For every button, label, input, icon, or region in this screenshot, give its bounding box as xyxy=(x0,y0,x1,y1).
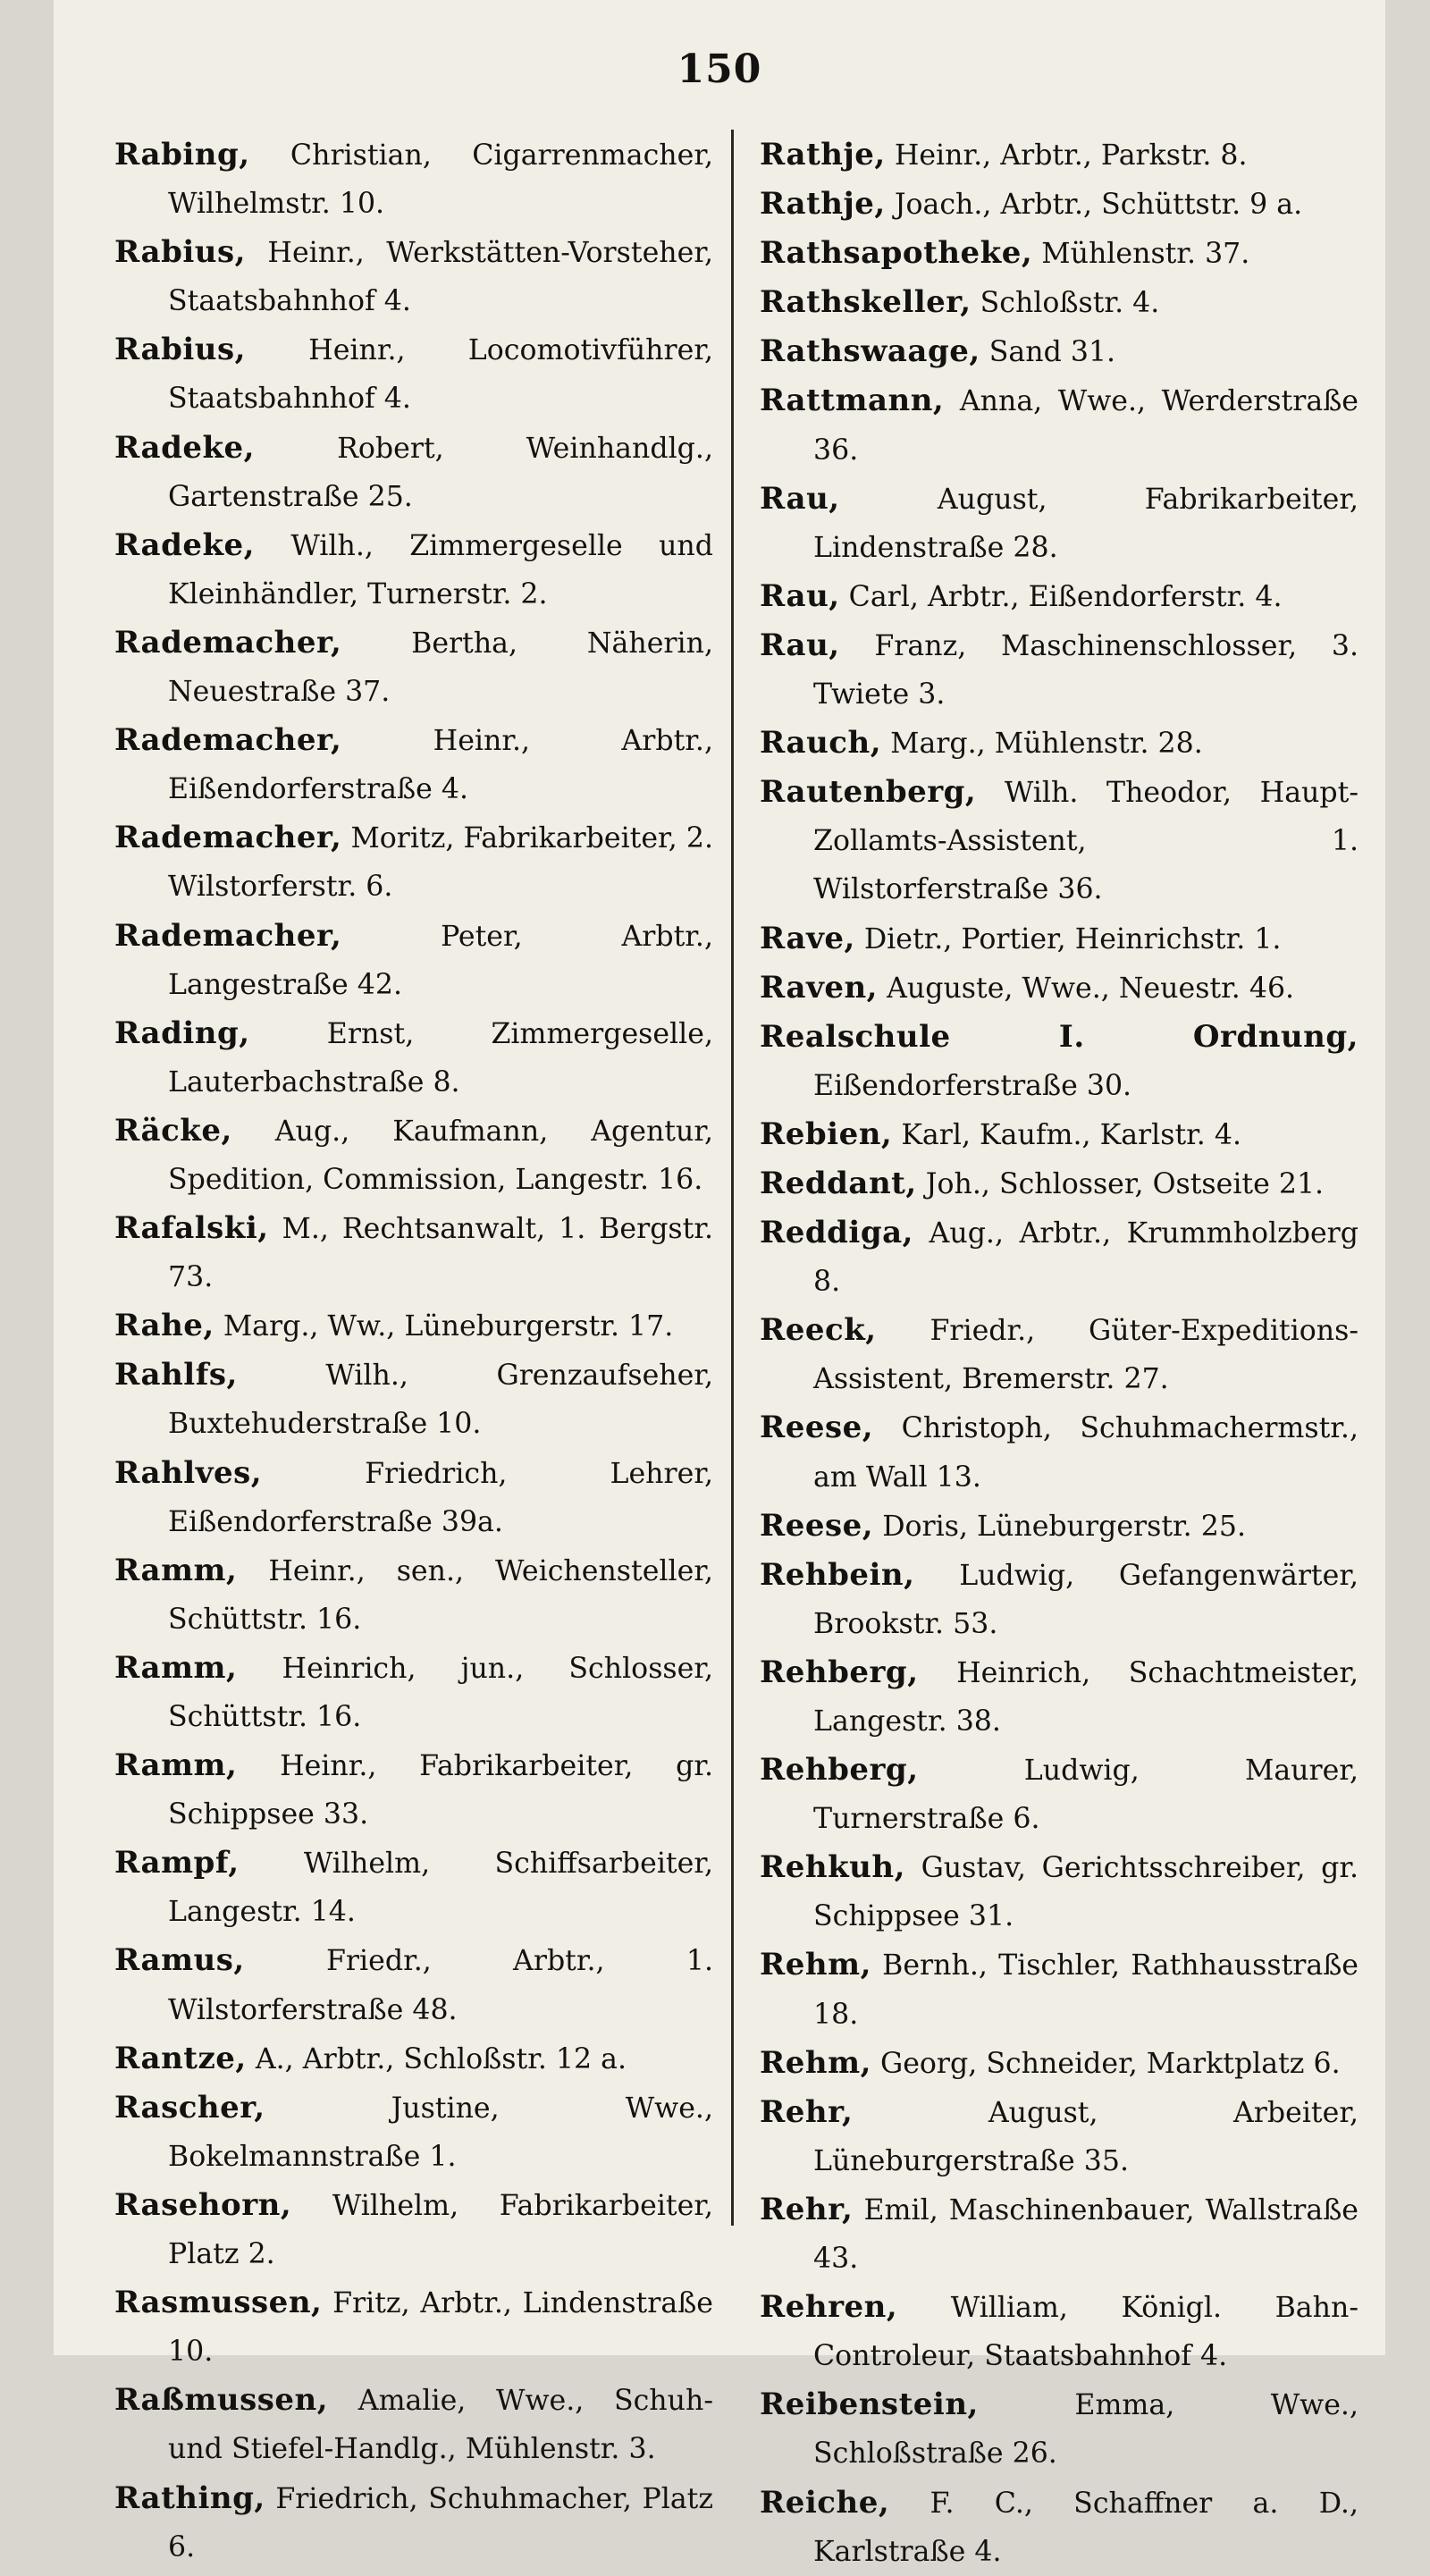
directory-entry xyxy=(760,180,1358,229)
directory-entry xyxy=(760,327,1358,376)
right-column xyxy=(760,130,1358,2576)
column-divider xyxy=(731,130,734,2226)
entry-details: M., Rechtsanwalt, 1. Bergstr. 73. xyxy=(168,1213,714,1294)
directory-entry xyxy=(760,2380,1358,2478)
entry-name: Rau, xyxy=(760,480,840,517)
entry-details: August, Fabrikarbeiter, Lindenstraße 28. xyxy=(813,483,1358,564)
entry-details: Joh., Schlosser, Ostseite 21. xyxy=(925,1167,1325,1200)
entry-name: Rathsapotheke, xyxy=(760,235,1033,272)
entry-details: Wilh. Theodor, Haupt-Zollamts-Assistent, 1. Wilstorferstraße 36. xyxy=(813,777,1358,906)
entry-name: Rahe, xyxy=(114,1308,214,1344)
entry-name: Rehkuh, xyxy=(760,1849,905,1886)
entry-name: Reese, xyxy=(760,1410,874,1446)
entry-name: Rademacher, xyxy=(114,624,342,661)
directory-entry xyxy=(760,1159,1358,1208)
entry-name: Ramus, xyxy=(114,1942,245,1979)
directory-entry xyxy=(114,619,713,716)
entry-name: Rehberg, xyxy=(760,1654,919,1690)
entry-name: Reibenstein, xyxy=(760,2387,979,2423)
directory-entry xyxy=(114,228,713,325)
entry-details: Dietr., Portier, Heinrichstr. 1. xyxy=(863,922,1282,955)
entry-name: Radeke, xyxy=(114,429,255,466)
entry-name: Radeke, xyxy=(114,526,255,563)
left-column xyxy=(114,130,713,2572)
directory-entry xyxy=(760,1746,1358,1843)
entry-details: Doris, Lüneburgerstr. 25. xyxy=(882,1510,1246,1543)
entry-name: Rehberg, xyxy=(760,1752,919,1789)
directory-entry xyxy=(760,475,1358,572)
directory-entry xyxy=(760,2185,1358,2283)
entry-name: Reeck, xyxy=(760,1312,877,1349)
entry-details: Franz, Maschinenschlosser, 3. Twiete 3. xyxy=(813,629,1359,711)
entry-name: Rantze, xyxy=(114,2040,247,2076)
entry-details: Peter, Arbtr., Langestraße 42. xyxy=(168,920,713,1001)
entry-details: F. C., Schaffner a. D., Karlstraße 4. xyxy=(813,2487,1358,2568)
directory-entry xyxy=(760,914,1358,964)
directory-entry xyxy=(760,621,1358,719)
directory-entry xyxy=(114,1839,713,1936)
entry-name: Rattmann, xyxy=(760,383,945,419)
directory-entry xyxy=(760,1208,1358,1306)
entry-name: Reddant, xyxy=(760,1165,917,1201)
entry-name: Rathswaage, xyxy=(760,333,980,370)
entry-details: Ludwig, Gefangenwärter, Brookstr. 53. xyxy=(813,1559,1358,1640)
entry-details: Mühlenstr. 37. xyxy=(1041,238,1250,271)
directory-entry xyxy=(760,278,1358,327)
entry-name: Rau, xyxy=(760,627,840,663)
entry-details: Emil, Maschinenbauer, Wallstraße 43. xyxy=(813,2193,1359,2276)
entry-name: Rademacher, xyxy=(114,722,342,759)
directory-entry xyxy=(760,1502,1358,1551)
directory-page xyxy=(54,0,1385,2568)
directory-entry xyxy=(114,2474,713,2572)
entry-name: Rascher, xyxy=(114,2089,265,2126)
entry-name: Rafalski, xyxy=(114,1210,269,1247)
directory-entry xyxy=(760,2088,1358,2185)
entry-details: Christian, Cigarrenmacher, Wilhelmstr. 10. xyxy=(168,139,714,221)
entry-details: Wilh., Zimmergeselle und Kleinhändler, Turnerstr. 2. xyxy=(168,529,714,610)
entry-name: Ramm, xyxy=(114,1649,238,1686)
entry-name: Rehr, xyxy=(760,2191,854,2227)
entry-details: Marg., Ww., Lüneburgerstr. 17. xyxy=(223,1310,674,1343)
entry-name: Rahlfs, xyxy=(114,1357,238,1393)
entry-name: Rathje, xyxy=(760,186,886,223)
entry-name: Rathing, xyxy=(114,2479,265,2516)
entry-name: Rehm, xyxy=(760,2044,871,2081)
entry-details: Heinr., Locomotivführer, Staatsbahnhof 4. xyxy=(168,334,713,416)
directory-entry xyxy=(760,376,1358,474)
entry-details: Gustav, Gerichtsschreiber, gr. Schippsee 31. xyxy=(813,1852,1358,1933)
entry-name: Rehbein, xyxy=(760,1556,915,1593)
entry-details: Amalie, Wwe., Schuh- und Stiefel-Handlg., Mühlenstr. 3. xyxy=(168,2385,713,2466)
directory-entry xyxy=(114,1546,713,1644)
directory-entry xyxy=(760,2479,1358,2576)
page-number: 150 xyxy=(677,46,762,92)
entry-details: A., Arbtr., Schloßstr. 12 a. xyxy=(255,2042,627,2075)
entry-name: Ramm, xyxy=(114,1747,238,1784)
entry-name: Rabing, xyxy=(114,137,250,173)
entry-details: Wilhelm, Schiffsarbeiter, Langestr. 14. xyxy=(168,1848,713,1929)
entry-details: Bertha, Näherin, Neuestraße 37. xyxy=(168,627,713,709)
directory-entry xyxy=(114,1644,713,1741)
entry-name: Rademacher, xyxy=(114,820,342,856)
entry-details: Anna, Wwe., Werderstraße 36. xyxy=(813,385,1358,467)
entry-details: Eißendorferstraße 30. xyxy=(813,1069,1132,1102)
directory-entry xyxy=(114,1449,713,1546)
directory-entry xyxy=(760,1843,1358,1940)
entry-name: Rademacher, xyxy=(114,917,342,954)
entry-details: Justine, Wwe., Bokelmannstraße 1. xyxy=(168,2092,713,2173)
entry-details: Emma, Wwe., Schloßstraße 26. xyxy=(813,2389,1359,2471)
directory-entry xyxy=(760,130,1358,180)
entry-name: Rauch, xyxy=(760,725,882,762)
directory-entry xyxy=(114,2181,713,2278)
entry-name: Rathskeller, xyxy=(760,284,972,321)
entry-details: Friedrich, Schuhmacher, Platz 6. xyxy=(168,2482,713,2563)
entry-details: Auguste, Wwe., Neuestr. 46. xyxy=(887,972,1295,1005)
entry-name: Rathje, xyxy=(760,137,886,173)
entry-details: Heinr., Werkstätten-Vorsteher, Staatsbahnhof 4. xyxy=(168,237,713,318)
directory-entry xyxy=(760,1940,1358,2038)
directory-entry xyxy=(114,1009,713,1107)
entry-name: Rebien, xyxy=(760,1115,893,1152)
directory-entry xyxy=(114,1204,713,1301)
entry-details: Heinr., Arbtr., Parkstr. 8. xyxy=(894,139,1248,172)
directory-entry xyxy=(760,1306,1358,1403)
entry-details: Christoph, Schuhmachermstr., am Wall 13. xyxy=(813,1412,1359,1494)
directory-entry xyxy=(114,1107,713,1204)
entry-details: Aug., Kaufmann, Agentur, Spedition, Commission, Langestr. 16. xyxy=(168,1115,714,1196)
directory-entry xyxy=(114,1351,713,1448)
entry-name: Realschule I. Ordnung, xyxy=(760,1018,1358,1055)
entry-name: Reiche, xyxy=(760,2484,890,2521)
directory-entry xyxy=(114,716,713,813)
directory-entry xyxy=(760,229,1358,278)
directory-entry xyxy=(114,521,713,619)
directory-entry xyxy=(760,964,1358,1013)
entry-name: Rabius, xyxy=(114,234,246,271)
directory-entry xyxy=(114,424,713,521)
entry-name: Rehren, xyxy=(760,2289,898,2326)
entry-details: Heinr., sen., Weichensteller, Schüttstr. 16. xyxy=(168,1554,713,1636)
entry-details: Karl, Kaufm., Karlstr. 4. xyxy=(901,1118,1242,1151)
directory-entry xyxy=(114,2376,713,2473)
entry-details: Bernh., Tischler, Rathhausstraße 18. xyxy=(813,1949,1359,2031)
entry-name: Rasehorn, xyxy=(114,2186,292,2223)
directory-entry xyxy=(114,2034,713,2084)
entry-name: Reese, xyxy=(760,1507,874,1544)
entry-name: Rading, xyxy=(114,1014,250,1051)
entry-details: Ernst, Zimmergeselle, Lauterbachstraße 8. xyxy=(168,1017,714,1099)
directory-entry xyxy=(760,1110,1358,1159)
entry-details: Carl, Arbtr., Eißendorferstr. 4. xyxy=(848,580,1283,613)
directory-entry xyxy=(114,2084,713,2181)
entry-name: Rahlves, xyxy=(114,1454,263,1491)
entry-name: Rehr, xyxy=(760,2093,854,2130)
entry-name: Raven, xyxy=(760,969,879,1006)
directory-entry xyxy=(760,2283,1358,2380)
entry-name: Ramm, xyxy=(114,1552,238,1588)
entry-name: Rau, xyxy=(760,577,840,614)
entry-name: Rasmussen, xyxy=(114,2285,323,2321)
directory-entry xyxy=(760,2039,1358,2088)
directory-entry xyxy=(114,912,713,1009)
directory-entry xyxy=(114,1741,713,1839)
entry-details: Heinrich, Schachtmeister, Langestr. 38. xyxy=(813,1656,1358,1738)
entry-name: Reddiga, xyxy=(760,1215,913,1251)
directory-entry xyxy=(114,2278,713,2376)
entry-details: Wilhelm, Fabrikarbeiter, Platz 2. xyxy=(168,2189,713,2271)
directory-entry xyxy=(114,130,713,228)
entry-details: Heinr., Arbtr., Eißendorferstraße 4. xyxy=(168,725,713,806)
directory-entry xyxy=(114,1301,713,1351)
entry-name: Rehm, xyxy=(760,1947,871,1983)
directory-entry xyxy=(760,1648,1358,1746)
directory-entry xyxy=(760,1013,1358,1110)
entry-details: Heinrich, jun., Schlosser, Schüttstr. 16. xyxy=(168,1652,713,1733)
entry-details: Friedr., Arbtr., 1. Wilstorferstraße 48. xyxy=(168,1945,713,2026)
entry-details: Ludwig, Maurer, Turnerstraße 6. xyxy=(813,1755,1358,1836)
entry-details: Heinr., Fabrikarbeiter, gr. Schippsee 33. xyxy=(168,1750,713,1831)
entry-details: Friedr., Güter-Expeditions-Assistent, Bremerstr. 27. xyxy=(813,1315,1358,1396)
entry-details: August, Arbeiter, Lüneburgerstraße 35. xyxy=(813,2096,1358,2177)
directory-entry xyxy=(760,768,1358,913)
entry-details: Friedrich, Lehrer, Eißendorferstraße 39a. xyxy=(168,1457,714,1538)
directory-entry xyxy=(760,719,1358,768)
entry-details: Fritz, Arbtr., Lindenstraße 10. xyxy=(168,2287,713,2369)
entry-details: Marg., Mühlenstr. 28. xyxy=(890,728,1203,761)
entry-details: Moritz, Fabrikarbeiter, 2. Wilstorferstr. 6. xyxy=(168,822,713,904)
entry-name: Rave, xyxy=(760,920,855,956)
entry-details: Aug., Arbtr., Krummholzberg 8. xyxy=(813,1217,1358,1299)
entry-details: Schloßstr. 4. xyxy=(980,287,1160,320)
entry-details: Joach., Arbtr., Schüttstr. 9 a. xyxy=(894,189,1303,222)
entry-name: Rampf, xyxy=(114,1845,240,1881)
directory-entry xyxy=(114,325,713,423)
entry-details: Wilh., Grenzaufseher, Buxtehuderstraße 10. xyxy=(168,1360,713,1441)
entry-name: Raßmussen, xyxy=(114,2382,329,2419)
entry-details: Sand 31. xyxy=(988,336,1116,369)
directory-entry xyxy=(760,572,1358,621)
entry-details: William, Königl. Bahn-Controleur, Staatsbahnhof 4. xyxy=(813,2292,1358,2373)
entry-name: Rautenberg, xyxy=(760,774,977,811)
directory-entry xyxy=(114,813,713,911)
directory-entry xyxy=(760,1403,1358,1501)
entry-name: Rabius, xyxy=(114,332,246,368)
entry-name: Räcke, xyxy=(114,1112,232,1149)
directory-entry xyxy=(760,1551,1358,1648)
entry-details: Georg, Schneider, Marktplatz 6. xyxy=(879,2047,1341,2080)
entry-details: Robert, Weinhandlg., Gartenstraße 25. xyxy=(168,432,713,513)
directory-entry xyxy=(114,1936,713,2033)
